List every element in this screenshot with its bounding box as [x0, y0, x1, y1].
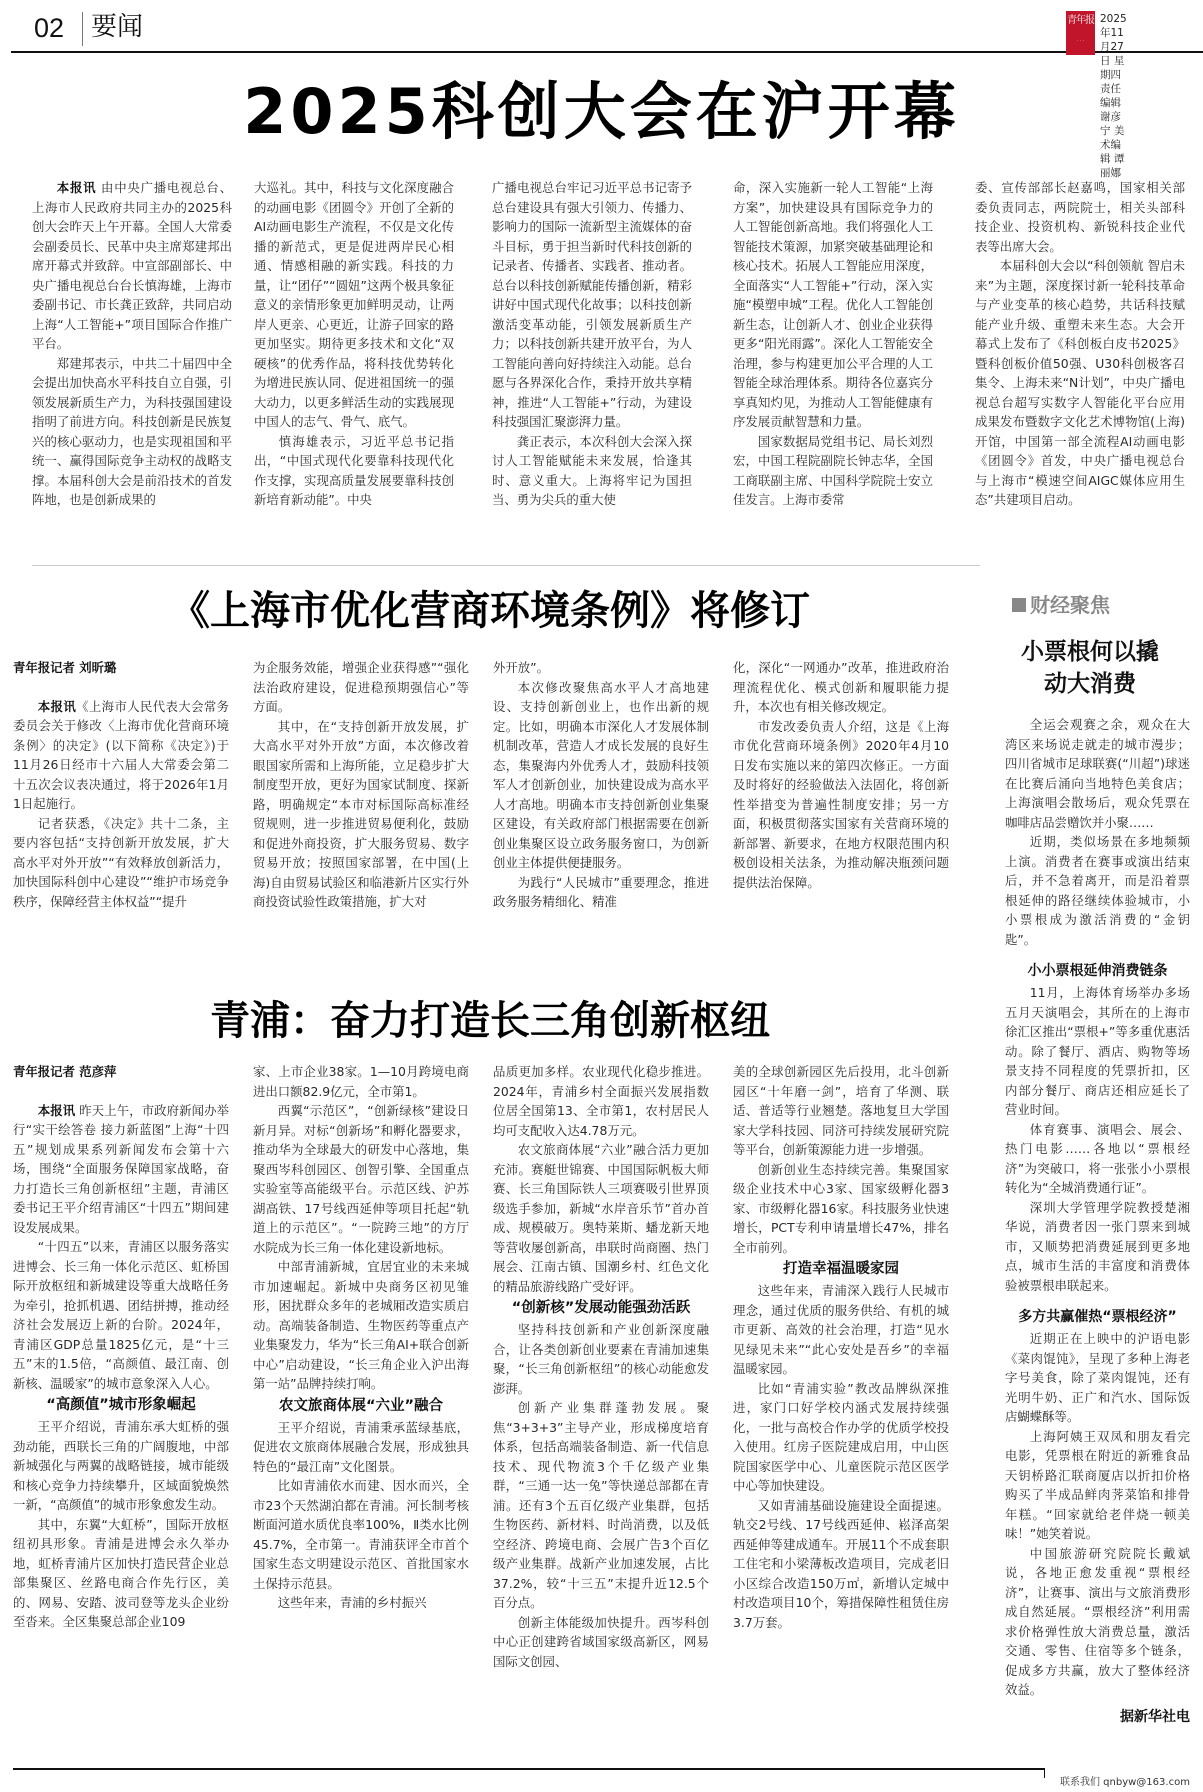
- masthead-divider: [82, 12, 83, 46]
- article3-column-3: [493, 1062, 709, 1671]
- paragraph-text: 品质更加多样。农业现代化稳步推进。2024年，青浦乡村全面振兴发展指数位居全国第13、全市第1，农村居民人均可支配收入达4.78万元。: [493, 1064, 709, 1138]
- paragraph-text: 外开放”。: [493, 660, 549, 675]
- bottom-rule: [13, 1768, 1045, 1770]
- article2-column-4: [733, 658, 949, 892]
- paragraph-text: 创新主体能级加快提升。西岑科创中心正创建跨省域国家级高新区，网易国际文创园、: [493, 1614, 709, 1669]
- subheading: 小小票根延伸消费链条: [1027, 963, 1168, 979]
- paragraph: [253, 1476, 469, 1593]
- dateline: 本报讯: [37, 1102, 76, 1118]
- paragraph-text: 昨天上午，市政府新闻办举行“实干绘答卷 接力新蓝图”上海“十四五”规划成果系列新闻发布会第十六场，围绕“全面服务保障国家战略，奋力打造长三角创新枢纽”主题，青浦区委书记王平介绍青浦区“十四五”期间建设发展成果。: [13, 1102, 229, 1235]
- paragraph-text: 慎海雄表示，习近平总书记指出，“中国式现代化要靠科技现代化作支撑，实现高质量发展要靠科技创新培育新动能”。中央: [254, 433, 454, 507]
- paragraph-text: 为践行“人民城市”重要理念，推进政务服务精细化、精准: [493, 874, 709, 909]
- paragraph-text: 命，深入实施新一轮人工智能“上海方案”，加快建设具有国际竞争力的人工智能创新高地。我们将强化人工智能技术策源，加紧突破基础理论和核心技术。拓展人工智能应用深度，全面落实“人工智能+”行动，深入实施“模塑申城”工程。优化人工智能创新生态，让创新人才、创业企业获得更多“阳光雨露”。深化人工智能安全治理，参与构建更加公平合理的人工智能全球治理体系。期待各位嘉宾分享真知灼见，为推动人工智能健康有序发展贡献智慧和力量。: [733, 180, 933, 429]
- paragraph: [493, 658, 709, 678]
- editors-credit: 责任编辑 谢彦宁 美术编辑 谭丽娜: [1100, 83, 1125, 179]
- paragraph-text: 其中，东翼“大虹桥”，国际开放枢纽初具形象。青浦是进博会永久举办地，虹桥青浦片区加快打造民营企业总部集聚区、丝路电商合作先行区，美的、网易、安踏、波司登等龙头企业纷至沓来。全区集聚总部企业109: [13, 1516, 229, 1629]
- paragraph: [493, 1062, 709, 1140]
- paragraph: [13, 1237, 229, 1393]
- paragraph: [733, 717, 949, 893]
- article1-column-4: [733, 178, 933, 510]
- paragraph-text: 其中，在“支持创新开放发展，扩大高水平对外开放”方面，本次修改着眼国家所需和上海所能，立足稳步扩大制度型开放，更好为国家试制度、探新路，明确规定“本市对标国际高标准经贸规则，进一步推进贸易便利化，鼓励和促进外商投资，扩大服务贸易、数字贸易开放；按照国家部署，在中国(上海)自由贸易试验区和临港新片区实行外商投资试验性政策措施，扩大对: [253, 718, 469, 909]
- paragraph-text: 创新产业集群蓬勃发展。聚焦“3+3+3”主导产业，形成梯度培育体系，包括高端装备制造、新一代信息技术、现代物流3个千亿级产业集群，“三通一达一兔”等快递总部都在青浦。还有3个五百亿级产业集群，包括生物医药、新材料、时尚消费，以及低空经济、跨境电商、会展广告3个百亿级产业集群。战新产业加速发展，占比37.2%，较“十三五”末提升近12.5个百分点。: [493, 1400, 709, 1610]
- newspaper-logo: [1066, 11, 1095, 55]
- article1-column-1: [32, 178, 232, 510]
- paragraph-text: 西翼“示范区”，“创新绿核”建设日新月异。对标“创新场”和孵化器要求，推动华为全球最大的研发中心落地，集聚西岑科创园区、创智引擎、全国重点实验室等高能级平台。示范区线、沪苏湖高铁、17号线西延伸等项目托起“轨道上的示范区”。“一院跨三地”的方厅水院成为长三角一体化建设新地标。: [253, 1103, 469, 1255]
- paragraph-text: 大巡礼。其中，科技与文化深度融合的动画电影《团圆令》开创了全新的AI动画电影生产流程，不仅是文化传播的新范式，更是促进两岸民心相通、情感相融的新实践。科技的力量，让“团仔”“圆妞”这两个极具象征意义的亲情形象更加鲜明灵动，让两岸人更亲、心更近，让游子回家的路更加坚实。期待更多技术和文化“双硬核”的优秀作品，将科技优势转化为增进民族认同、促进祖国统一的强大动力，以更多鲜活生动的实践展现中国人的志气、骨气、底气。: [254, 180, 454, 429]
- byline: 青年报记者 刘昕璐: [13, 660, 117, 675]
- paragraph-text: 化，深化“一网通办”改革，推进政府治理流程优化、模式创新和履职能力提升，本次也有相关修改规定。: [733, 660, 949, 714]
- footer-contact: 联系我们 qnbyw@163.com: [1060, 1777, 1190, 1788]
- paragraph: [253, 1062, 469, 1101]
- paragraph: [253, 717, 469, 912]
- sidebar-tag-label: 财经聚焦: [1030, 593, 1110, 617]
- paragraph-text: 郑建邦表示，中共二十届四中全会提出加快高水平科技自立自强，引领发展新质生产力，为科技强国建设指明了前进方向。科技创新是民族复兴的核心驱动力，也是实现祖国和平统一、赢得国际竞争主动权的战略支撑。本届科创大会是前沿技术的首发阵地，也是创新成果的: [32, 355, 232, 507]
- paragraph-text: 记者获悉，《决定》共十二条，主要内容包括“支持创新开放发展，扩大高水平对外开放”“有效释放创新活力，加快国际科创中心建设”“维护市场竞争秩序，保障经营主体权益”“提升: [13, 815, 229, 909]
- paragraph-text: 由中央广播电视总台、上海市人民政府共同主办的2025科创大会昨天上午开幕。全国人大常委会副委员长、民革中央主席郑建邦出席开幕式并致辞。中宣部副部长、中央广播电视总台台长慎海雄，上海市委副书记、市长龚正致辞，共同启动上海“人工智能+”项目国际合作推广平台。: [32, 180, 232, 351]
- paragraph-text: 农文旅商体展“六业”融合活力更加充沛。赛艇世锦赛、中国国际帆板大师赛、长三角国际铁人三项赛吸引世界顶级选手参加，新城“水岸音乐节”首办首成、规模破万。奥特莱斯、蟠龙新天地等营收屡创新高，串联时尚商圈、热门展会、江南古镇、国潮乡村、红色文化的精品旅游线路广受好评。: [493, 1142, 709, 1294]
- paragraph: [1005, 832, 1190, 949]
- paragraph: [733, 1281, 949, 1379]
- subheading: 打造幸福温暖家园: [783, 1261, 899, 1277]
- paragraph: [493, 1613, 709, 1672]
- paragraph-text: 体育赛事、演唱会、展会、热门电影……各地以“票根经济”为突破口，将一张张小小票根转化为“全城消费通行证”。: [1005, 1121, 1190, 1195]
- paragraph: [13, 814, 229, 912]
- paragraph: [975, 178, 1185, 256]
- paragraph: [493, 1140, 709, 1296]
- paragraph: [733, 1496, 949, 1633]
- paragraph-text: 近期正在上映中的沪语电影《菜肉馄饨》，呈现了多种上海老字号美食，除了菜肉馄饨，还有光明牛奶、正广和汽水、国际饭店蝴蝶酥等。: [1005, 1331, 1190, 1424]
- paragraph: [253, 658, 469, 717]
- paragraph: [733, 658, 949, 717]
- paragraph: [13, 1101, 229, 1238]
- paragraph-text: 坚持科技创新和产业创新深度融合，让各类创新创业要素在青浦加速集聚，“长三角创新枢纽”的核心动能愈发澎湃。: [493, 1322, 709, 1396]
- paragraph: [253, 1593, 469, 1613]
- paragraph: [733, 432, 933, 510]
- paragraph: [733, 1379, 949, 1496]
- publication-date: 2025年11月27日 星期四: [1100, 13, 1127, 81]
- paragraph: [13, 1515, 229, 1632]
- paragraph-text: 中国旅游研究院院长戴斌说，各地正愈发重视“票根经济”，让赛事、演出与文旅消费形成自然延展。“票根经济”利用需求价格弹性放大消费总量，激活交通、零售、住宿等多个链条，促成多方共赢，放大了整体经济效益。: [1005, 1545, 1190, 1697]
- sidebar-tag: [1012, 592, 1110, 618]
- paragraph-text: 创新创业生态持续完善。集聚国家级企业技术中心3家、国家级孵化器3家、市级孵化器16家。科技服务业快速增长，PCT专利申请量增长47%，排名全市前列。: [733, 1161, 949, 1255]
- paragraph-text: 这些年来，青浦深入践行人民城市理念，通过优质的服务供给、有机的城市更新、高效的社会治理，打造“见水见绿见未来”“此心安处是吾乡”的幸福温暖家园。: [733, 1283, 949, 1376]
- paragraph-text: 全运会观赛之余，观众在大湾区来场说走就走的城市漫步；四川省城市足球联赛(“川超”)球迷在比赛后涌向当地特色美食店；上海演唱会散场后，观众凭票在咖啡店品尝赠饮并小聚……: [1005, 717, 1190, 830]
- paragraph: [254, 432, 454, 510]
- paragraph-text: 又如青浦基础设施建设全面提速。轨交2号线、17号线西延伸、崧泽高架西延伸等建成通车。开展11个不成套职工住宅和小梁薄板改造项目，完成老旧小区综合改造150万㎡，新增认定城中村改造项目10个，筹措保障性租赁住房3.7万套。: [733, 1497, 949, 1630]
- paragraph: [493, 1320, 709, 1398]
- paragraph: [975, 256, 1185, 510]
- paragraph-text: 龚正表示，本次科创大会深入探讨人工智能赋能未来发展，恰逢其时、意义重大。上海将牢记为国担当、勇为尖兵的重大使: [492, 433, 692, 507]
- paragraph: [254, 178, 454, 432]
- dateline: 本报讯: [37, 698, 77, 714]
- paragraph-text: 中部青浦新城，宜居宜业的未来城市加速崛起。新城中央商务区初见雏形，困扰群众多年的老城厢改造实质启动。高端装备制造、生物医药等重点产业集聚发力，华为“长三角AI+联合创新中心”启动建设，“长三角企业入沪出海第一站”品牌持续打响。: [253, 1259, 469, 1391]
- article2-column-2: [253, 658, 469, 912]
- main-headline: 2025科创大会在沪开幕: [243, 75, 960, 148]
- paragraph-text: 这些年来，青浦的乡村振兴: [277, 1595, 427, 1610]
- subheading: “高颜值”城市形象崛起: [46, 1397, 196, 1413]
- paragraph-text: 王平介绍说，青浦东承大虹桥的强劲动能，西联长三角的广阔腹地，中部新城强化与两翼的战略链接，城市能级和核心竞争力持续攀升，区域面貌焕然一新，“高颜值”的城市形象愈发生动。: [13, 1419, 229, 1512]
- paragraph-text: 广播电视总台牢记习近平总书记寄予总台建设具有强大引领力、传播力、影响力的国际一流新型主流媒体的奋斗目标，勇于担当新时代科技创新的记录者、传播者、实践者、推动者。总台以科技创新赋能传播创新，精彩讲好中国式现代化故事；以科技创新激活变革动能，引领发展新质生产力；以科技创新共建开放平台，为人工智能向善向好持续注入动能。总台愿与各界深化合作，秉持开放共享精神，推进“人工智能+”行动，为建设科技强国汇聚澎湃力量。: [492, 180, 692, 429]
- subheading: 农文旅商体展“六业”融合: [278, 1397, 444, 1414]
- divider: [32, 565, 980, 566]
- article3-column-4: [733, 1062, 949, 1632]
- dateline: 本报讯: [56, 180, 97, 195]
- paragraph: [253, 1101, 469, 1257]
- paragraph: [13, 697, 229, 814]
- paragraph: [733, 1160, 949, 1258]
- paragraph-text: 美的全球创新园区先后投用，北斗创新园区“十年磨一剑”，培育了华测、联适、普适等行业翘楚。落地复旦大学国家大学科技园、同济可持续发展研究院等平台，创新策源能力进一步增强。: [733, 1064, 949, 1157]
- footer-tick: [1044, 1768, 1045, 1778]
- square-icon: [1012, 598, 1026, 612]
- paragraph-text: 比如青浦依水而建、因水而兴，全市23个天然湖泊都在青浦。河长制考核断面河道水质优良率100%，Ⅱ类水比例45.7%，全市第一。青浦获评全市首个国家生态文明建设示范区、首批国家水土保持示范县。: [253, 1478, 469, 1591]
- paragraph-text: 家、上市企业38家。1—10月跨境电商进出口额82.9亿元，全市第1。: [253, 1064, 469, 1099]
- paragraph: [1005, 983, 1190, 1120]
- sidebar-title: 小票根何以撬动大消费: [1021, 639, 1159, 697]
- paragraph-text: 近期，类似场景在多地频频上演。消费者在赛事或演出结束后，并不急着离开，而是沿着票根延伸的路径继续体验城市，小小票根成为激活消费的“金钥匙”。: [1005, 834, 1190, 947]
- paragraph-text: 11月，上海体育场举办多场五月天演唱会，其所在的上海市徐汇区推出“票根+”等多重优惠活动。除了餐厅、酒店、购物等场景支持不同程度的凭票折扣，区内部分餐厅、商店还相应延长了营业时间。: [1005, 985, 1190, 1117]
- paragraph: [492, 178, 692, 432]
- paragraph-text: 本次修改聚焦高水平人才高地建设、支持创新创业上，也作出新的规定。比如，明确本市深化人才发展体制机制改革，营造人才成长发展的良好生态，集聚海内外优秀人才，鼓励科技领军人才创新创业，加快建设成为高水平人才高地。明确本市支持创新创业集聚区建设，有关政府部门根据需要在创新创业集聚区设立政务服务窗口，为创新创业主体提供便捷服务。: [493, 679, 709, 870]
- paragraph: [733, 1062, 949, 1160]
- paragraph-text: 《上海市人民代表大会常务委员会关于修改〈上海市优化营商环境条例〉的决定》(以下简称《决定》)于11月26日经市十六届人大常委会第二十五次会议表决通过，将于2026年1月1日起施行。: [13, 698, 230, 811]
- article3-column-2: [253, 1062, 469, 1613]
- logo-subtext: · · ·: [1076, 38, 1085, 44]
- paragraph-text: 市发改委负责人介绍，这是《上海市优化营商环境条例》2020年4月10日发布实施以来的第四次修正。一方面及时将好的经验做法入法固化，将创新性举措变为普遍性制度安排；另一方面，积极贯彻落实国家有关营商环境的新部署、新要求，在地方权限范围内积极创设相关法条，为推动解决瓶颈问题提供法治保障。: [733, 718, 949, 890]
- subheading: “创新核”发展动能强劲活跃: [511, 1300, 691, 1316]
- paragraph: [1005, 1427, 1190, 1544]
- paragraph: [1005, 1544, 1190, 1700]
- paragraph-text: 深圳大学管理学院教授楚湘华说，消费者因一张门票来到城市，又顺势把消费延展到更多地点，城市生活的丰富度和消费体验被票根串联起来。: [1005, 1199, 1190, 1293]
- paragraph: [32, 354, 232, 510]
- paragraph-text: 王平介绍说，青浦秉承蓝绿基底，促进农文旅商体展融合发展，形成独具特色的“最江南”文化图景。: [253, 1419, 469, 1474]
- paragraph-text: 委、宣传部部长赵嘉鸣，国家相关部委负责同志，两院院士，相关头部科技企业、投资机构、新锐科技企业代表等出席大会。: [975, 180, 1185, 254]
- subheading: 多方共赢催热“票根经济”: [1018, 1309, 1177, 1325]
- paragraph-text: 为企服务效能，增强企业获得感”“强化法治政府建设，促进稳预期强信心”等方面。: [253, 660, 469, 714]
- article3-headline: 青浦：奋力打造长三角创新枢纽: [210, 998, 770, 1044]
- paragraph: [253, 1418, 469, 1477]
- sidebar-body: [1005, 715, 1190, 1727]
- article2-column-3: [493, 658, 709, 912]
- article1-column-2: [254, 178, 454, 510]
- paragraph: [733, 178, 933, 432]
- article2-headline: 《上海市优化营商环境条例》将修订: [170, 588, 810, 634]
- article1-column-5: [975, 178, 1185, 510]
- paragraph: [1005, 715, 1190, 832]
- paragraph: [1005, 1198, 1190, 1296]
- paragraph: [493, 1398, 709, 1613]
- article3-column-1: [13, 1062, 229, 1632]
- byline: 青年报记者 范彦萍: [13, 1064, 117, 1079]
- paragraph: [253, 1257, 469, 1394]
- paragraph: [13, 1417, 229, 1515]
- paragraph-text: 比如“青浦实验”教改品牌纵深推进，家门口好学校内涵式发展持续强化，一批与高校合作办学的优质学校投入使用。红房子医院建成启用，中山医院国家医学中心、儿童医院示范区医学中心等加快建设。: [733, 1380, 949, 1493]
- paragraph-text: 上海阿姨王双凤和朋友看完电影，凭票根在附近的新雅食品天钥桥路汇联商厦店以折扣价格购买了半成品鲜肉荠菜馅和排骨年糕。“回家就给老伴烧一顿美味！”她笑着说。: [1005, 1428, 1190, 1541]
- paragraph: [1005, 1329, 1190, 1427]
- logo-text: 青年报: [1067, 15, 1094, 26]
- paragraph: [493, 873, 709, 912]
- page-number: 02: [34, 13, 65, 43]
- news-source: 据新华社电: [1120, 1708, 1190, 1725]
- paragraph: [1005, 1120, 1190, 1198]
- paragraph-text: 本届科创大会以“科创领航 智启未来”为主题，深度探讨新一轮科技革命与产业变革的核心趋势，共话科技赋能产业升级、重塑未来生态。大会开幕式上发布了《科创板白皮书2025》暨科创板价值50强、U30科创极客召集令、上海未来“N计划”，中央广播电视总台超写实数字人智能化平台应用成果发布暨数字文化艺术博物馆(上海)开馆，中国第一部全流程AI动画电影《团圆令》首发，中央广播电视总台与上海市“模速空间AIGC媒体应用生态”共建项目启动。: [975, 258, 1185, 507]
- paragraph: [32, 178, 232, 354]
- paragraph: [492, 432, 692, 510]
- article1-column-3: [492, 178, 692, 510]
- paragraph-text: “十四五”以来，青浦区以服务落实进博会、长三角一体化示范区、虹桥国际开放枢纽和新城建设等重大战略任务为牵引，抢抓机遇、团结拼搏，推动经济社会发展迈上新的台阶。2024年，青浦区GDP总量1825亿元，是“十三五”末的1.5倍，“高颜值、最江南、创新核、温暖家”的城市意象深入人心。: [13, 1239, 229, 1391]
- paragraph-text: 国家数据局党组书记、局长刘烈宏，中国工程院副院长钟志华，全国工商联副主席、中国科学院院士安立佳发言。上海市委常: [733, 433, 933, 507]
- section-name: 要闻: [91, 12, 144, 42]
- paragraph: [493, 678, 709, 873]
- article2-column-1: [13, 658, 229, 911]
